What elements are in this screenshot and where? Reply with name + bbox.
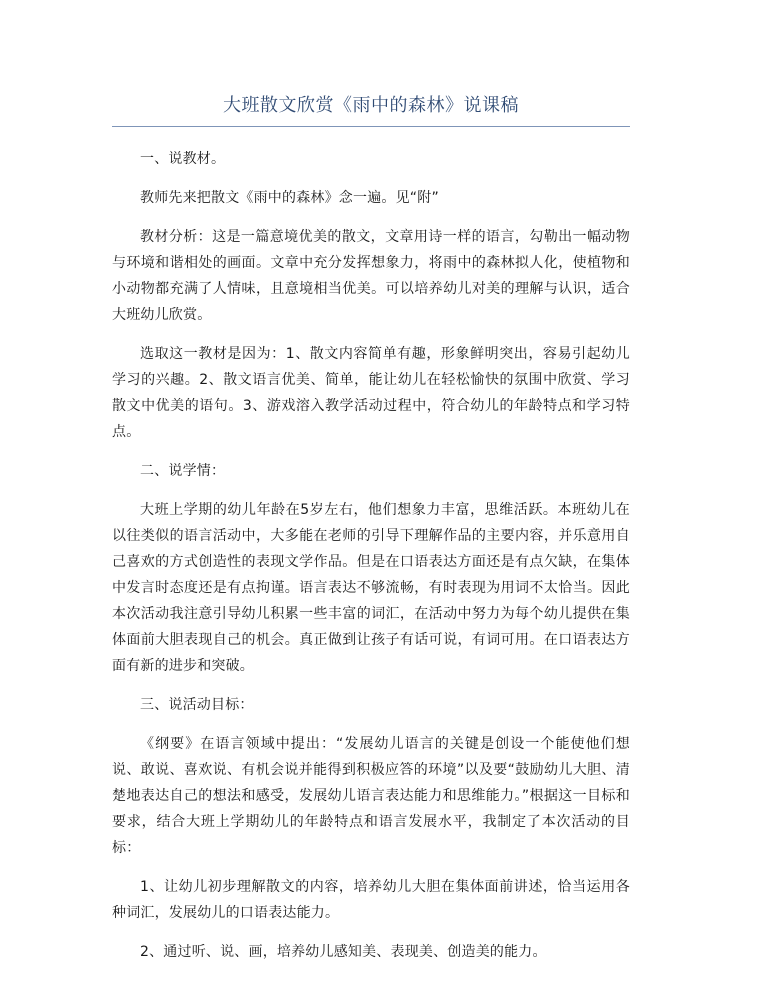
section-heading-learners: 二、说学情： [140,463,226,479]
title-divider [112,126,630,127]
section-heading-materials: 一、说教材。 [140,151,226,167]
objective-item: 1、让幼儿初步理解散文的内容，培养幼儿大胆在集体面前讲述，恰当运用各种词汇，发展幼儿的口语表达能力。 [112,879,630,921]
body-paragraph: 教师先来把散文《雨中的森林》念一遍。见“附” [140,190,439,206]
section-heading-objectives: 三、说活动目标： [140,697,254,713]
body-paragraph: 选取这一教材是因为：1、散文内容简单有趣，形象鲜明突出，容易引起幼儿学习的兴趣。2、散文语言优美、简单，能让幼儿在轻松愉快的氛围中欣赏、学习散文中优美的语句。3、游戏溶入教学活动过程中，符合幼儿的年龄特点和学习特点。 [112,346,630,440]
body-paragraph: 大班上学期的幼儿年龄在5岁左右，他们想象力丰富，思维活跃。本班幼儿在以往类似的语言活动中，大多能在老师的引导下理解作品的主要内容，并乐意用自己喜欢的方式创造性的表现文学作品。但是在口语表达方面还是有点欠缺，在集体中发言时态度还是有点拘谨。语言表达不够流畅，有时表现为用词不太恰当。因此本次活动我注意引导幼儿积累一些丰富的词汇，在活动中努力为每个幼儿提供在集体面前大胆表现自己的机会。真正做到让孩子有话可说，有词可用。在口语表达方面有新的进步和突破。 [112,502,630,674]
body-paragraph: 《纲要》在语言领域中提出：“发展幼儿语言的关键是创设一个能使他们想说、敢说、喜欢说、有机会说并能得到积极应答的环境”以及要“鼓励幼儿大胆、清楚地表达自己的想法和感受，发展幼儿语言表达能力和思维能力。”根据这一目标和要求，结合大班上学期幼儿的年龄特点和语言发展水平，我制定了本次活动的目标： [112,736,630,856]
document-title: 大班散文欣赏《雨中的森林》说课稿 [223,95,519,116]
objective-item: 2、通过听、说、画，培养幼儿感知美、表现美、创造美的能力。 [140,944,547,960]
document-body [112,146,630,978]
body-paragraph: 教材分析：这是一篇意境优美的散文，文章用诗一样的语言，勾勒出一幅动物与环境和谐相处的画面。文章中充分发挥想象力，将雨中的森林拟人化，使植物和小动物都充满了人情味，且意境相当优美。可以培养幼儿对美的理解与认识，适合大班幼儿欣赏。 [112,229,630,323]
